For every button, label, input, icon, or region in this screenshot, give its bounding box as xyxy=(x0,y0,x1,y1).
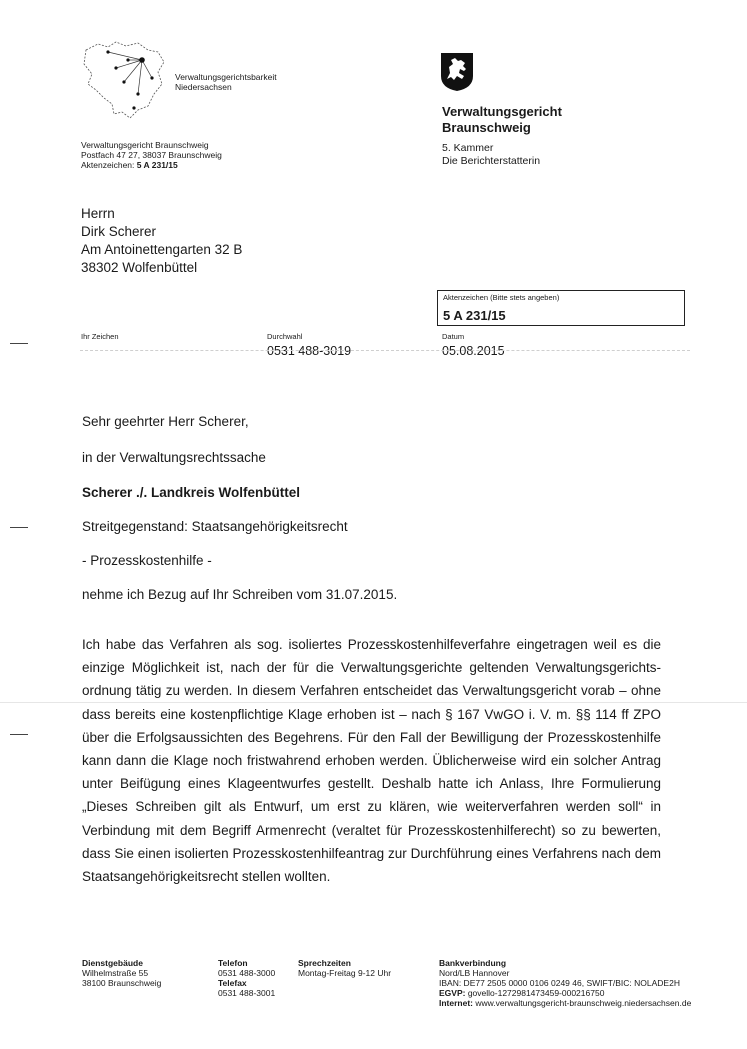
case-title: Scherer ./. Landkreis Wolfenbüttel xyxy=(82,485,301,500)
bank-name: Nord/LB Hannover xyxy=(439,968,510,978)
intro-line: in der Verwaltungsrechtssache xyxy=(82,450,266,465)
direct-dial-value: 0531 488-3019 xyxy=(267,344,352,358)
recipient-street: Am Antoinettengarten 32 B xyxy=(81,242,243,257)
file-box-value: 5 A 231/15 xyxy=(443,308,506,323)
sender-file-label: Aktenzeichen: xyxy=(81,160,135,170)
main-paragraph-text: Ich habe das Verfahren als sog. isoliertes Prozesskostenhilfeverfahre eingetragen weil es die einzige Möglichkeit ist, nach der für die Verwaltungsgerichte geltenden Verwaltungsgerichtsordnung tätig zu werden. In diesem Verfahren entscheidet das Verwaltungsgericht vorab – ohne dass bereits eine kostenpflichtige Klage erhoben ist – nach § 167 VwGO i. V. m. §§ 114 ff ZPO über die Erfolgsaussichten des Begehrens. Für den Fall der Bewilligung der Prozesskostenhilfe kann dann die Klage noch fristwahrend erhoben werden. Üblicherweise wird ein solcher Antrag unter Beifügung eines Klageentwurfes gestellt. Deshalb hatte ich Anlass, Ihre Formulierung „Dieses Schreiben gilt als Entwurf, um erst zu klären, wie weiterverfahren werden soll“ in Verbindung mit dem Begriff Armenrecht (veraltet für Prozesskostenhilferecht) so zu bewerten, dass Sie einen isolierten Prozesskostenhilfeantrag zur Durchführung eines Verfahrens nach dem Staatsangehörigkeitsrecht stellen wollten. xyxy=(82,637,661,885)
building-label: Dienstgebäude xyxy=(82,958,143,968)
court-name xyxy=(442,104,562,136)
sender-block xyxy=(81,140,222,170)
phone-label: Telefon xyxy=(218,958,248,968)
file-reference-box xyxy=(437,290,685,326)
hours-value: Montag-Freitag 9-12 Uhr xyxy=(298,968,392,978)
punch-mark xyxy=(10,527,28,528)
building-line2: 38100 Braunschweig xyxy=(82,978,162,988)
fax-label: Telefax xyxy=(218,978,247,988)
footer-bank xyxy=(439,958,691,1008)
horse-crest-icon xyxy=(440,52,474,92)
chamber: 5. Kammer xyxy=(442,142,494,154)
recipient-name: Dirk Scherer xyxy=(81,224,157,239)
footer-building xyxy=(82,958,161,988)
reference-sentence: nehme ich Bezug auf Ihr Schreiben vom 31.07.2015. xyxy=(82,587,398,602)
file-box-label: Aktenzeichen (Bitte stets angeben) xyxy=(443,293,560,302)
internet-value[interactable]: www.verwaltungsgericht-braunschweig.niedersachsen.de xyxy=(475,998,692,1008)
footer-hours xyxy=(298,958,391,978)
jurisdiction-line1: Verwaltungsgerichtsbarkeit xyxy=(175,72,277,82)
bank-iban: IBAN: DE77 2505 0000 0106 0249 46, SWIFT/BIC: NOLADE2H xyxy=(439,978,680,988)
fax-value: 0531 488-3001 xyxy=(218,988,276,998)
date-label: Datum xyxy=(442,332,465,341)
court-line2: Braunschweig xyxy=(442,120,531,135)
footer-phone xyxy=(218,958,275,998)
reference-divider xyxy=(80,350,690,351)
building-line1: Wilhelmstraße 55 xyxy=(82,968,149,978)
egvp-label: EGVP: xyxy=(439,988,466,998)
greeting: Sehr geehrter Herr Scherer, xyxy=(82,414,249,429)
jurisdiction-line2: Niedersachsen xyxy=(175,82,232,92)
sender-line2: Postfach 47 27, 38037 Braunschweig xyxy=(81,150,222,160)
role: Die Berichterstatterin xyxy=(442,155,541,167)
hours-label: Sprechzeiten xyxy=(298,958,351,968)
recipient-salutation: Herrn xyxy=(81,206,115,221)
recipient-address xyxy=(81,205,242,277)
recipient-city: 38302 Wolfenbüttel xyxy=(81,260,198,275)
fold-mark-top xyxy=(10,343,28,344)
sender-file-ref xyxy=(81,160,222,170)
internet-label: Internet: xyxy=(439,998,473,1008)
your-reference-label: Ihr Zeichen xyxy=(81,332,119,341)
sender-file-value: 5 A 231/15 xyxy=(136,160,178,170)
niedersachsen-map-logo xyxy=(78,38,170,120)
court-line1: Verwaltungsgericht xyxy=(442,104,562,119)
subject-line: Streitgegenstand: Staatsangehörigkeitsrecht xyxy=(82,519,348,534)
main-paragraph xyxy=(82,633,661,888)
egvp-value: govello-1272981473459-000216750 xyxy=(467,988,605,998)
date-value: 05.08.2015 xyxy=(442,344,505,358)
topic-line: - Prozesskostenhilfe - xyxy=(82,553,212,568)
jurisdiction-label xyxy=(175,72,277,92)
sender-line1: Verwaltungsgericht Braunschweig xyxy=(81,140,209,150)
internet-line xyxy=(439,998,691,1008)
fold-mark-bottom xyxy=(10,734,28,735)
egvp-line xyxy=(439,988,691,998)
chamber-block xyxy=(442,142,540,168)
phone-value: 0531 488-3000 xyxy=(218,968,276,978)
bank-label: Bankverbindung xyxy=(439,958,507,968)
scan-artifact-line xyxy=(0,702,747,703)
direct-dial-label: Durchwahl xyxy=(267,332,303,341)
